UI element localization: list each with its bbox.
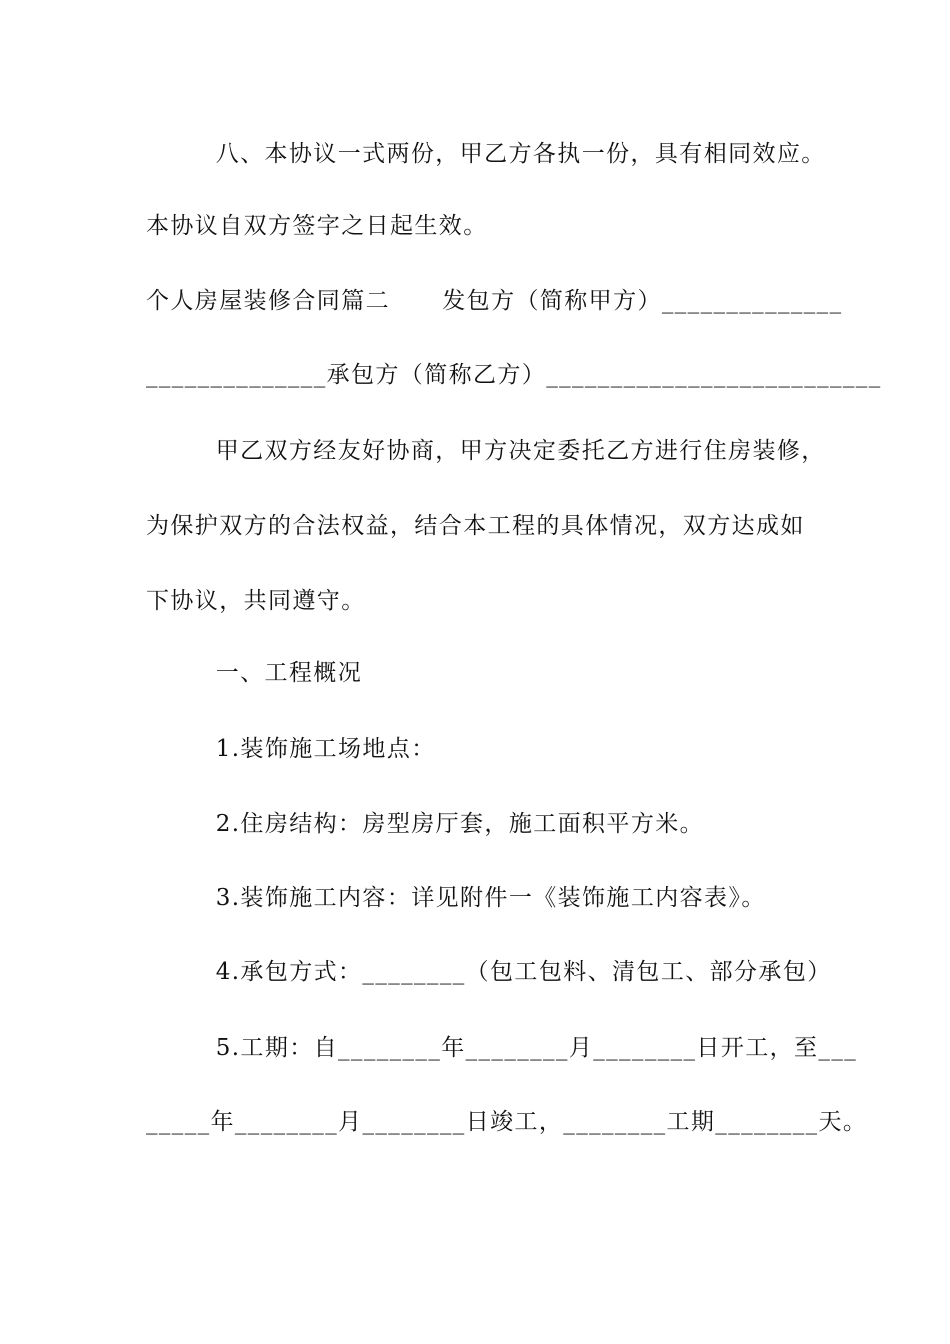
paragraph-line: 下协议，共同遵守。 — [146, 588, 366, 614]
list-item: 1.装饰施工场地点： — [146, 736, 436, 762]
list-item: 5.工期：自________年________月________日开工，至___ — [146, 1035, 858, 1061]
paragraph-line: _____年________月________日竣工，________工期________天。 — [146, 1109, 868, 1135]
paragraph-line: ______________承包方（简称乙方）__________________________ — [146, 362, 882, 388]
paragraph-line: 为保护双方的合法权益，结合本工程的具体情况，双方达成如 — [146, 513, 805, 539]
section-heading-line: 一、工程概况 — [146, 660, 363, 686]
paragraph-line: 本协议自双方签字之日起生效。 — [146, 213, 488, 239]
paragraph-line: 八、本协议一式两份，甲乙方各执一份，具有相同效应。 — [146, 141, 826, 167]
paragraph-line: 甲乙双方经友好协商，甲方决定委托乙方进行住房装修， — [146, 438, 826, 464]
section-heading-line: 个人房屋装修合同篇二 发包方（简称甲方）______________ — [146, 288, 843, 314]
list-item: 3.装饰施工内容：详见附件一《装饰施工内容表》。 — [146, 885, 766, 911]
list-item: 4.承包方式：________（包工包料、清包工、部分承包） — [146, 959, 832, 985]
list-item: 2.住房结构：房型房厅套，施工面积平方米。 — [146, 811, 705, 837]
